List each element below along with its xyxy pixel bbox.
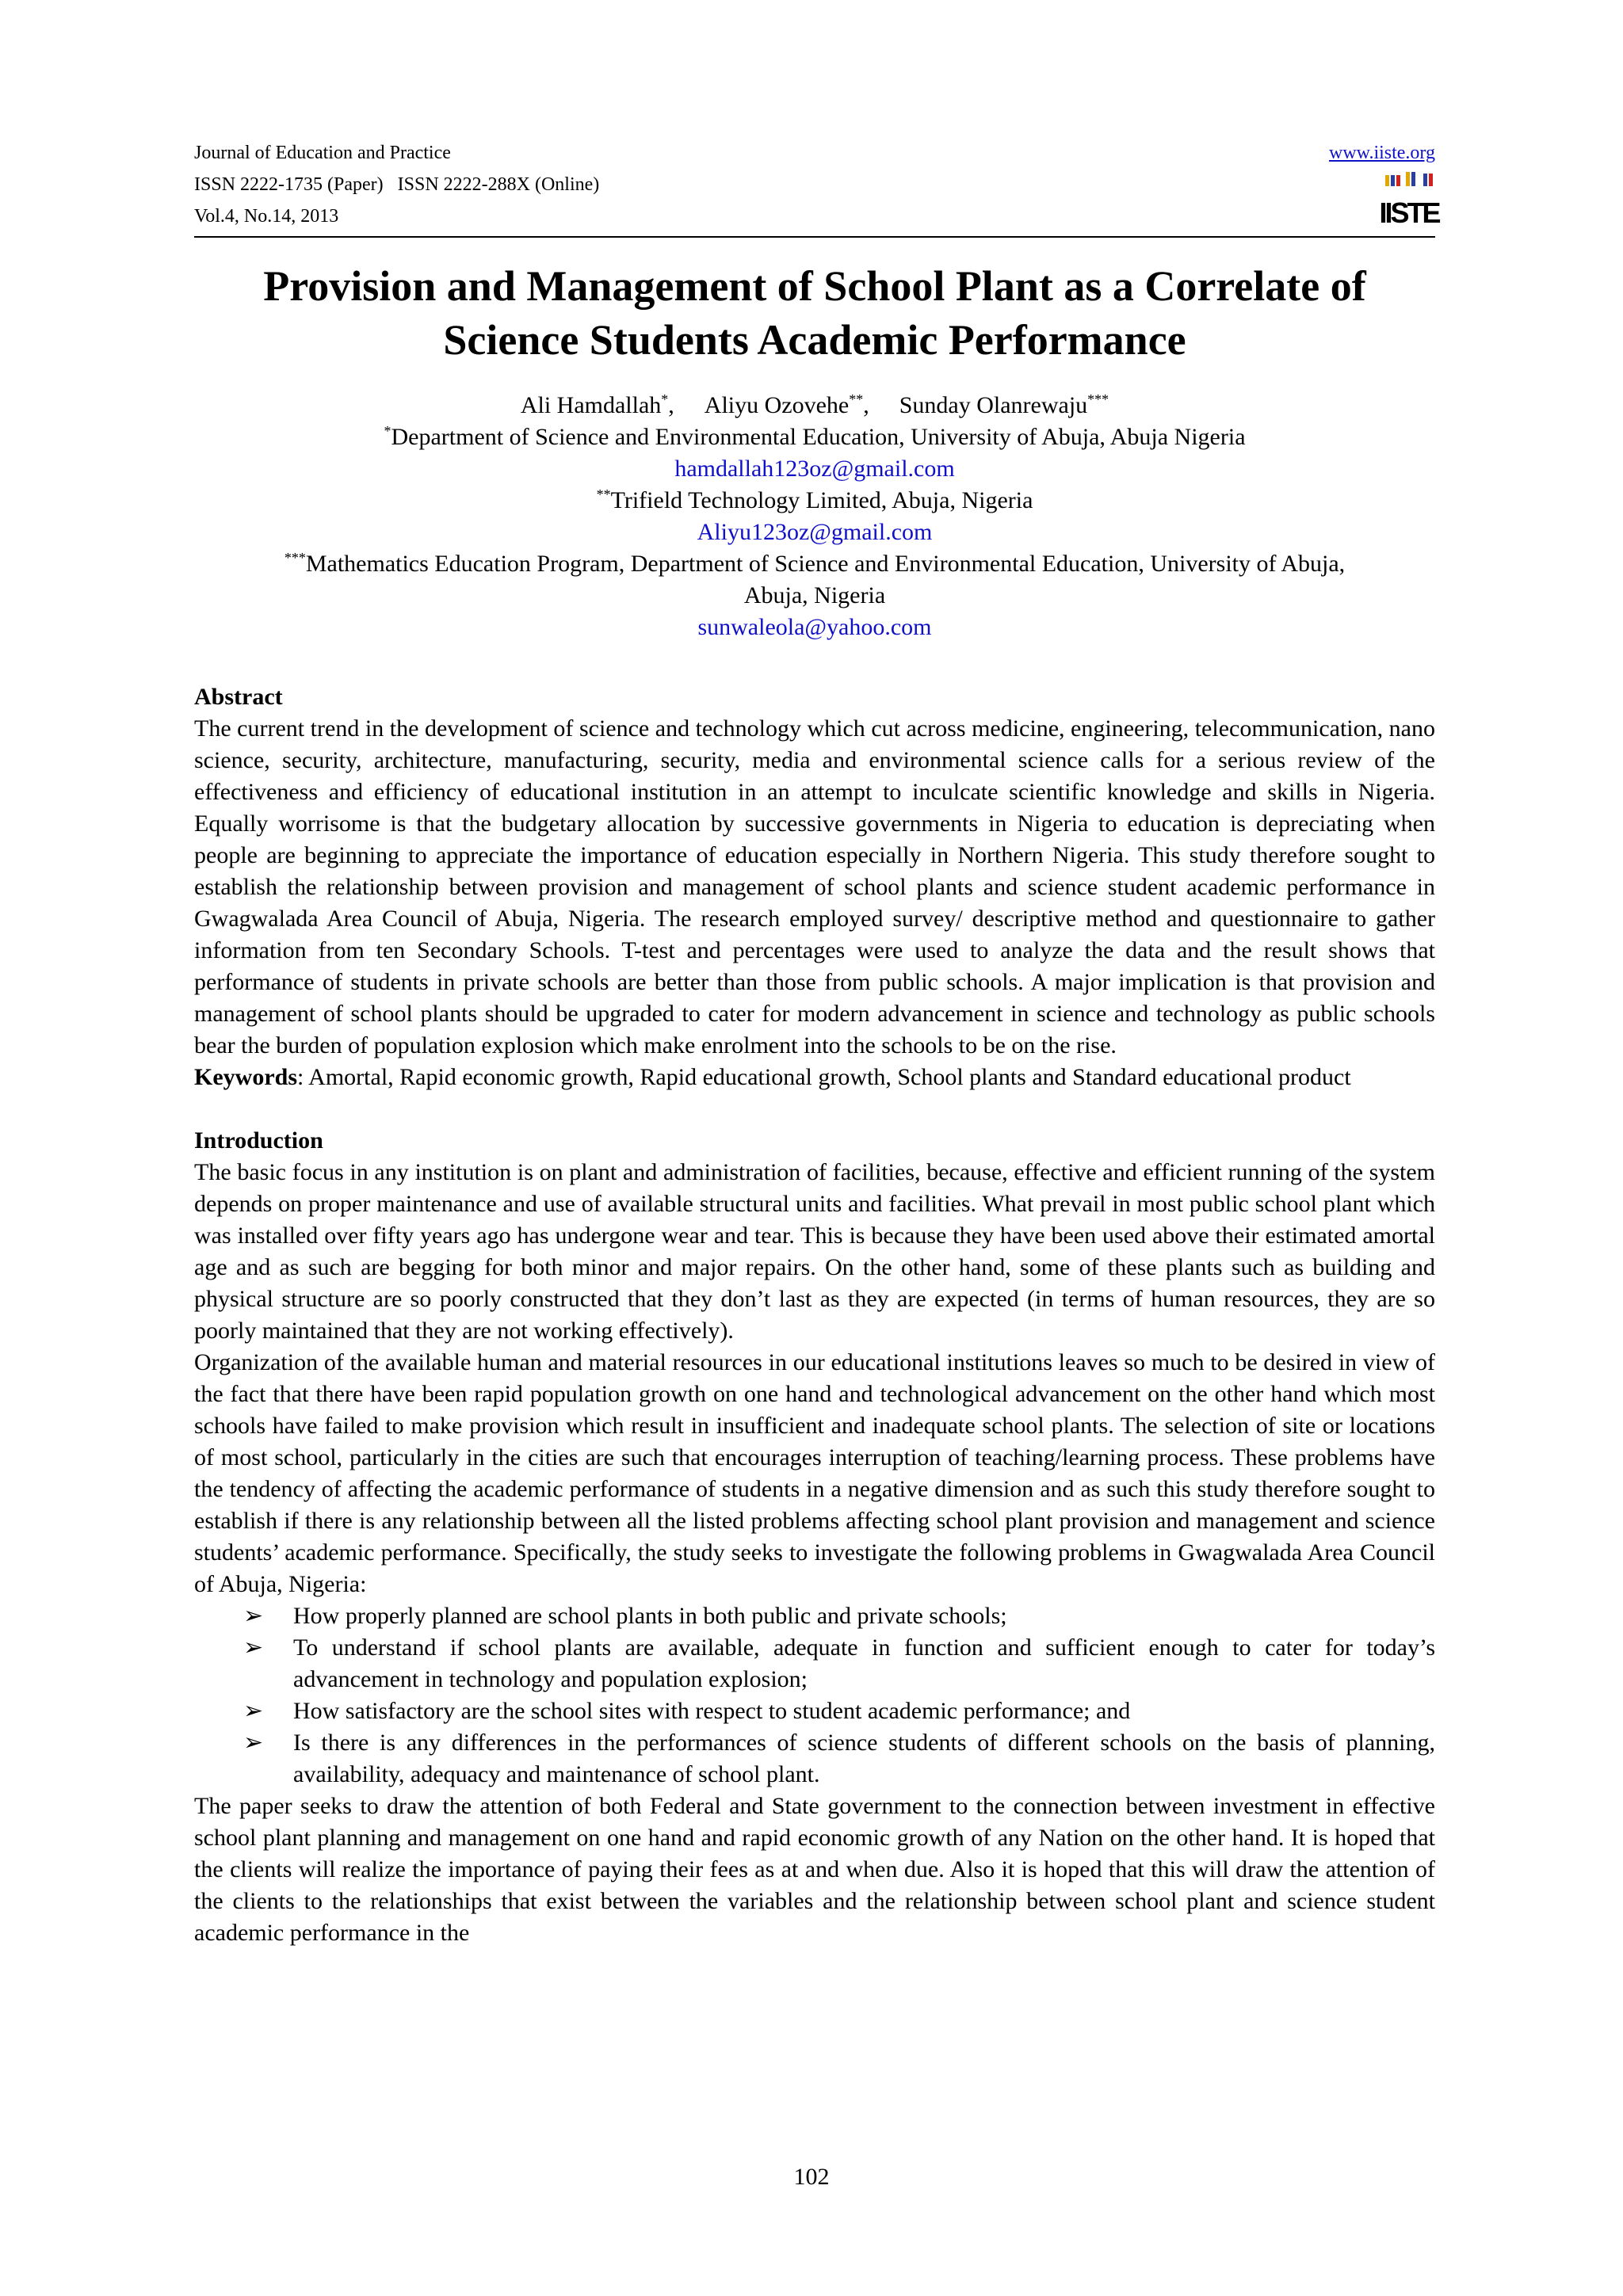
abstract-text: The current trend in the development of science and technology which cut across medicine, engineering, telecommunication, nano science, security, architecture, manufacturing, security, media and environmental science calls for a serious review of the effectiveness and efficiency of educational institution in an attempt to inculcate scientific knowledge and skills in Nigeria. Equally worrisome is that the budgetary allocation by successive governments in Nigeria to education is depreciating when people are beginning to appreciate the importance of education especially in Northern Nigeria. This study therefore sought to establish the relationship between provision and management of school plants and science student academic performance in Gwagwalada Area Council of Abuja, Nigeria. The research employed survey/ descriptive method and questionnaire to gather information from ten Secondary Schools. T-test and percentages were used to analyze the data and the result shows that performance of students in private schools are better than those from public schools. A major implication is that provision and management of school plants should be upgraded to cater for modern advancement in science and technology as public schools bear the burden of population explosion which make enrolment into the schools to be on the rise. [194,715,1435,1058]
author-2-mark: ** [849,391,864,407]
author-line: Ali Hamdallah*, Aliyu Ozovehe**, Sunday Olanrewaju*** [520,391,1109,418]
affiliation-3-mark: *** [284,550,306,566]
page-number: 102 [793,2164,830,2190]
author-3-mark: *** [1087,391,1109,407]
affiliation-2-text: Trifield Technology Limited, Abuja, Nigeria [610,487,1033,513]
issn-line [194,169,599,200]
volume-info: Vol.4, No.14, 2013 [194,206,339,227]
article-body [194,681,1435,1949]
email-2-link[interactable]: Aliyu123oz@gmail.com [697,519,933,545]
keywords-label: Keywords [194,1064,297,1090]
svg-text:IISTE: IISTE [1379,196,1439,229]
introduction-paragraph-1: The basic focus in any institution is on plant and administration of facilities, because, effective and efficient running of the system depends on proper maintenance and use of available structural units and facilities. What prevail in most public school plant which was installed over fifty years ago has undergone wear and tear. This is because they have been used above their estimated amortal age and as such are begging for both minor and major repairs. On the other hand, some of these plants such as building and physical structure are so poorly constructed that they don’t last as they are expected (in terms of human resources, they are so poorly maintained that they are not working effectively). [194,1159,1435,1344]
paper-title [194,259,1435,367]
journal-website-block [1329,137,1435,169]
list-item-text: How properly planned are school plants in both public and private schools; [293,1603,1007,1629]
title-line-1: Provision and Management of School Plant as a Correlate of [263,262,1366,310]
arrow-bullet-icon: ➢ [243,1634,264,1661]
affiliation-3-text-line-1: Mathematics Education Program, Department of Science and Environmental Education, University of Abuja, [305,551,1346,577]
introduction-heading: Introduction [194,1127,323,1154]
keywords-text: : Amortal, Rapid economic growth, Rapid educational growth, School plants and Standard educational product [297,1064,1351,1090]
email-1-link[interactable]: hamdallah123oz@gmail.com [674,456,955,482]
title-line-2: Science Students Academic Performance [443,316,1186,364]
affiliation-3-text-line-2: Abuja, Nigeria [743,582,886,608]
header-rule [194,236,1435,238]
affiliation-1 [194,421,1435,453]
introduction-paragraph-2: Organization of the available human and material resources in our educational institutions leaves so much to be desired in view of the fact that there have been rapid population growth on one hand and technological advancement on the other hand which most schools have failed to make provision which result in insufficient and inadequate school plants. The selection of site or locations of most school, particularly in the cities are such that encourages interruption of teaching/learning process. These problems have the tendency of affecting the academic performance of students in a negative dimension and as such this study therefore sought to establish if there is any relationship between all the listed problems affecting school plant provision and management and science students’ academic performance. Specifically, the study seeks to investigate the following problems in Gwagwalada Area Council of Abuja, Nigeria: [194,1349,1435,1597]
affiliation-3 [194,548,1435,580]
list-item-text: To understand if school plants are available, adequate in function and sufficient enough to cater for today’s advancement in technology and population explosion; [293,1634,1435,1692]
introduction-paragraph-3: The paper seeks to draw the attention of both Federal and State government to the connection between investment in effective school plant planning and management on one hand and rapid economic growth of any Nation on the other hand. It is hoped that the clients will realize the importance of paying their fees as at and when due. Also it is hoped that this will draw the attention of the clients to the relationships that exist between the variables and the relationship between school plant and science student academic performance in the [194,1793,1435,1946]
list-item [194,1727,1435,1791]
issn-paper: ISSN 2222-1735 (Paper) [194,174,384,195]
list-item [194,1632,1435,1695]
list-item-text: How satisfactory are the school sites with respect to student academic performance; and [293,1698,1131,1724]
arrow-bullet-icon: ➢ [243,1603,264,1629]
author-1-mark: * [661,391,669,407]
research-questions-list [194,1600,1435,1791]
journal-name: Journal of Education and Practice [194,143,451,163]
list-item-text: Is there is any differences in the performances of science students of different schools on the basis of planning, availability, adequacy and maintenance of school plant. [293,1730,1435,1787]
abstract-heading: Abstract [194,684,283,710]
keywords-paragraph [194,1062,1435,1093]
affiliation-2 [194,485,1435,517]
arrow-bullet-icon: ➢ [243,1730,264,1756]
affiliation-1-text: Department of Science and Environmental Education, University of Abuja, Abuja Nigeria [391,424,1246,450]
issn-online: ISSN 2222-288X (Online) [397,174,600,195]
iiste-logo-icon [1379,170,1439,229]
author-3: Sunday Olanrewaju [899,392,1088,418]
journal-header [194,137,599,232]
affiliation-1-mark: * [384,423,391,439]
author-block [194,390,1435,643]
author-2: Aliyu Ozovehe [704,392,850,418]
arrow-bullet-icon: ➢ [243,1698,264,1724]
journal-website-link[interactable]: www.iiste.org [1329,143,1435,163]
author-1: Ali Hamdallah [520,392,662,418]
list-item [194,1600,1435,1632]
email-3-link[interactable]: sunwaleola@yahoo.com [697,614,932,640]
affiliation-2-mark: ** [596,486,611,502]
list-item [194,1695,1435,1727]
